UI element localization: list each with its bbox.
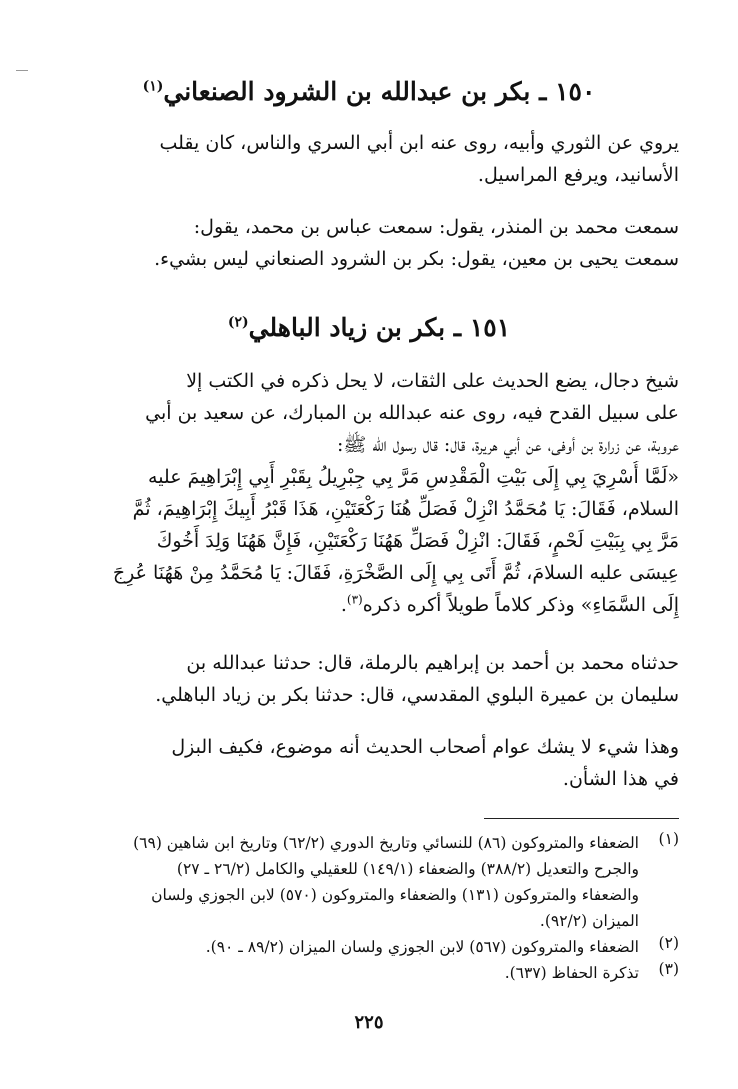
footnote-3: (٣) تذكرة الحفاظ (٦٣٧). (504, 960, 679, 982)
page-number: ٢٢٥ (354, 1012, 384, 1033)
entry-heading-151: ١٥١ ـ بكر بن زياد الباهلي$^{(٢)}$ (227, 313, 511, 342)
footnote-2: (٢) الضعفاء والمتروكون (٥٦٧) لابن الجوزي ولسان الميزان (٨٩/٢ ـ ٩٠). (205, 934, 679, 956)
entry-151-paragraph-3: وهذا شيء لا يشك عوام أصحاب الحديث أنه موضوع، فكيف البزل في هذا الشأن. (171, 736, 679, 790)
entry-151-main-text: شيخ دجال، يضع الحديث على الثقات، لا يحل ذكره في الكتب إلا على سبيل القدح فيه، روى عنه عبدالله بن المبارك، عن سعيد بن أبي عروبة، عن زرارة بن أوفى، عن أبي هريرة، قال: قال رسول الله ﷺ: «لَمَّا أُسْرِيَ بِي إِلَى بَيْتِ الْمَقْدِسِ مَرَّ بِي جِبْرِيلُ بِقَبْرِ أَبِي إِبْرَاهِيمَ عليه السلام، فَقَالَ: يَا مُحَمَّدُ انْزِلْ فَصَلِّ هُنَا رَكْعَتَيْنِ، هَذَا قَبْرُ أَبِيكَ إِبْرَاهِيمَ، ثُمَّ مَرَّ بِي بِبَيْتِ لَحْمٍ، فَقَالَ: انْزِلْ فَصَلِّ هَهُنَا رَكْعَتَيْنِ، فَإِنَّ هَهُنَا وَلِدَ أَخُوكَ عِيسَى عليه السلامَ، ثُمَّ أَتَى بِي إِلَى الصَّخْرَةِ، فَقَالَ: يَا مُحَمَّدُ مِنْ هَهُنَا عُرِجَ إِلَى السَّمَاءِ» وذكر كلاماً طويلاً أكره ذكره$^{(٣)}$. (112, 370, 679, 616)
entry-150-paragraph-2: سمعت محمد بن المنذر، يقول: سمعت عباس بن محمد، يقول: سمعت يحيى بن معين، يقول: بكر بن الشرود الصنعاني ليس بشيء. (154, 216, 679, 270)
entry-150-paragraph-1: يروي عن الثوري وأبيه، روى عنه ابن أبي السري والناس، كان يقلب الأسانيد، ويرفع المراسيل. (159, 132, 679, 186)
footnote-separator (484, 818, 679, 819)
footnote-ref-1[interactable]: (١) (142, 78, 164, 95)
entry-151-paragraph-2: حدثناه محمد بن أحمد بن إبراهيم بالرملة، قال: حدثنا عبدالله بن سليمان بن عميرة البلوي المقدسي، قال: حدثنا بكر بن زياد الباهلي. (155, 652, 679, 706)
footnote-ref-3[interactable]: (٣) (346, 592, 363, 607)
margin-mark (16, 70, 28, 71)
footnotes (75, 830, 679, 986)
entry-heading-150: ١٥٠ ـ بكر بن عبدالله بن الشرود الصنعاني$^{(١)}$ (142, 77, 596, 106)
footnote-1: (١) الضعفاء والمتروكون (٨٦) للنسائي وتاريخ الدوري (٦٢/٢) وتاريخ ابن شاهين (٦٩) والجرح والتعديل (٣٨٨/٢) والضعفاء (١٤٩/١) للعقيلي والكامل (٢٦/٢ ـ ٢٧) والضعفاء والمتروكون (١٣١) والضعفاء والمتروكون (٥٧٠) لابن الجوزي ولسان الميزان (٩٢/٢). (133, 830, 679, 930)
footnote-ref-2[interactable]: (٢) (227, 314, 249, 331)
